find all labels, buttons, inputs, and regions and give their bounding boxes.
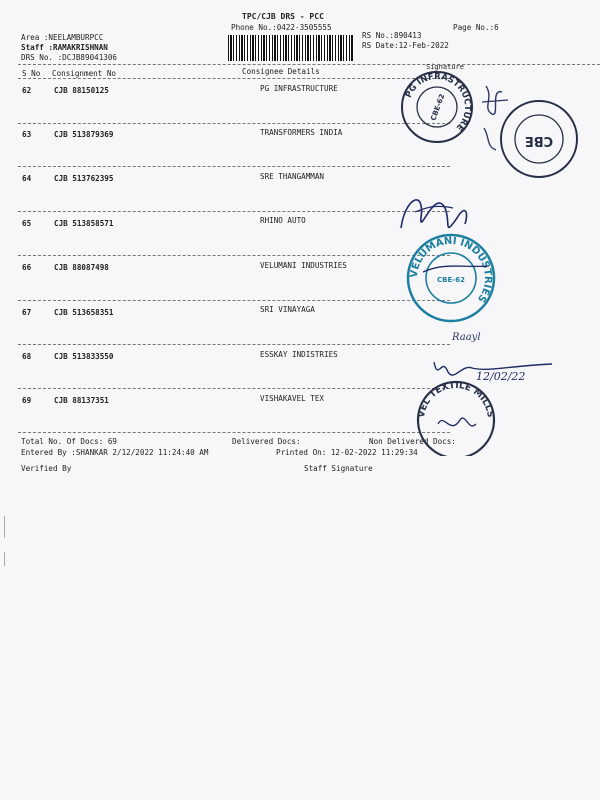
- row-divider: [18, 344, 450, 345]
- page-number: Page No.:6: [453, 23, 499, 32]
- rs-number: RS No.:890413: [362, 31, 422, 40]
- row-consignee: SRI VINAYAGA: [260, 305, 315, 314]
- row-divider: [18, 255, 450, 256]
- textile-stamp-label: VEL TEXTILE MILLS: [416, 380, 495, 419]
- infrastructure-stamp-code: CBE-62: [429, 92, 447, 122]
- row-divider: [18, 388, 450, 389]
- velumani-stamp: [405, 232, 497, 324]
- row-divider: [18, 432, 450, 433]
- column-sno: S No: [22, 69, 41, 78]
- rs-date: RS Date:12-Feb-2022: [362, 41, 449, 50]
- area-label: Area :NEELAMBURPCC: [21, 33, 104, 42]
- row-consignee: VISHAKAVEL TEX: [260, 394, 325, 403]
- row-consignee: SRE THANGAMMAN: [260, 172, 325, 181]
- row-divider: [18, 211, 450, 212]
- svg-text:VEL TEXTILE MILLS: [417, 381, 495, 419]
- row-consignee: VELUMANI INDUSTRIES: [260, 261, 347, 270]
- staff-signature: Staff Signature: [304, 464, 373, 473]
- row-sno: 62: [22, 86, 32, 95]
- row-sno: 65: [22, 219, 32, 228]
- row-sno: 66: [22, 263, 32, 272]
- infrastructure-stamp: [400, 70, 474, 144]
- row-consignment: CJB 88150125: [54, 86, 109, 95]
- non-delivered-docs: Non Delivered Docs:: [369, 437, 456, 446]
- scan-mark: [4, 552, 5, 566]
- textile-stamp: [410, 376, 502, 456]
- column-consignee: Consignee Details: [242, 67, 320, 76]
- handwritten-note: Raayl: [452, 332, 481, 343]
- transformers-stamp-code: CBE: [524, 133, 554, 148]
- delivered-docs: Delivered Docs:: [232, 437, 301, 446]
- total-docs: Total No. Of Docs: 69: [21, 437, 118, 446]
- row-consignment: CJB 513762395: [54, 174, 114, 183]
- row-consignee: PG INFRASTRUCTURE: [260, 84, 338, 93]
- row-sno: 69: [22, 396, 32, 405]
- handwritten-date: 12/02/22: [476, 370, 526, 383]
- entered-by: Entered By :SHANKAR 2/12/2022 11:24:40 AM: [21, 448, 209, 457]
- column-consignment: Consignment No: [52, 69, 117, 78]
- row-divider: [18, 300, 450, 301]
- row-consignment: CJB 513858571: [54, 219, 114, 228]
- drs-number: DRS No. :DCJB89041306: [21, 53, 118, 62]
- barcode: [228, 35, 354, 61]
- row-sno: 67: [22, 308, 32, 317]
- velumani-stamp-code: CBE-62: [437, 276, 465, 284]
- staff-label: Staff :RAMAKRISHNAN: [21, 43, 108, 52]
- scan-mark: [4, 516, 5, 538]
- row-consignment: CJB 88087498: [54, 263, 109, 272]
- row-consignee: RHINO AUTO: [260, 216, 306, 225]
- velumani-stamp-label: VELUMANI INDUSTRIES: [408, 235, 494, 305]
- row-divider: [18, 166, 450, 167]
- row-sno: 68: [22, 352, 32, 361]
- row-consignment: CJB 88137351: [54, 396, 109, 405]
- row-consignee: ESSKAY INDISTRIES: [260, 350, 338, 359]
- column-divider: [18, 78, 450, 79]
- row-divider: [18, 123, 450, 124]
- infrastructure-stamp-label: PG INFRASTRUCTURE: [403, 71, 473, 133]
- row-consignment: CJB 513833550: [54, 352, 114, 361]
- header-divider: [18, 64, 600, 65]
- row-consignment: CJB 513879369: [54, 130, 114, 139]
- document-title: TPC/CJB DRS - PCC: [242, 12, 324, 21]
- transformers-stamp: [498, 98, 580, 180]
- row-consignee: TRANSFORMERS INDIA: [260, 128, 343, 137]
- row-sno: 63: [22, 130, 32, 139]
- verified-by: Verified By: [21, 464, 72, 473]
- row-sno: 64: [22, 174, 32, 183]
- printed-on: Printed On: 12-02-2022 11:29:34: [276, 448, 418, 457]
- row-consignment: CJB 513658351: [54, 308, 114, 317]
- phone-number: Phone No.:0422-3505555: [231, 23, 332, 32]
- column-signature: Signature: [426, 63, 464, 71]
